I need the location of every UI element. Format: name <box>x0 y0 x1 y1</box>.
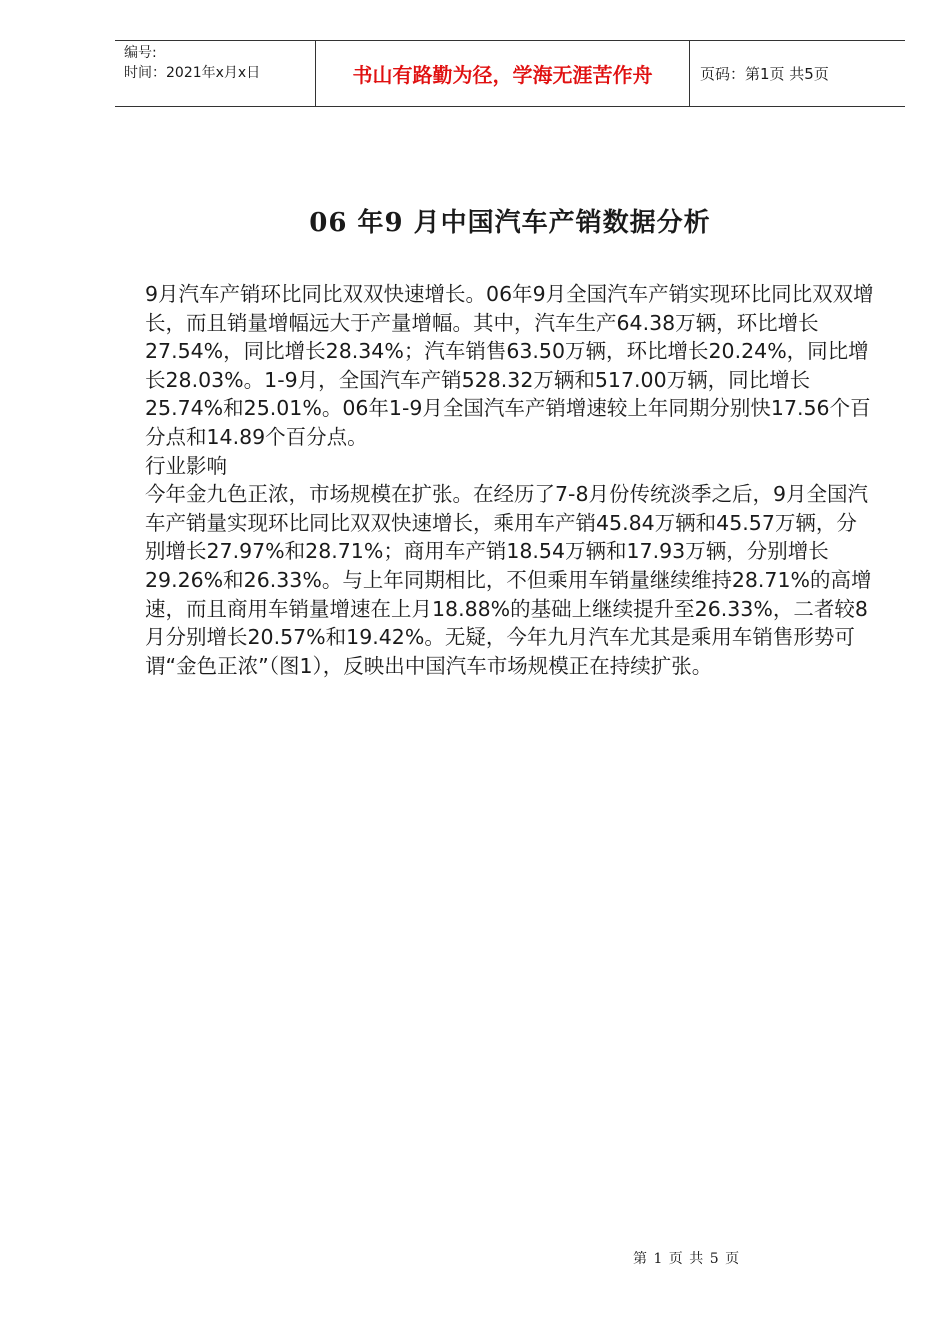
document-number-label: 编号: <box>124 45 157 61</box>
section-heading: 行业影响 <box>145 453 227 478</box>
header-page-info: 页码：第1页 共5页 <box>700 65 829 83</box>
header-meta <box>115 41 316 106</box>
page-footer: 第 1 页 共 5 页 <box>633 1251 741 1267</box>
document-time-label: 时间：2021年x月x日 <box>124 65 261 81</box>
header-table <box>115 40 905 107</box>
document-title: 06 年9 月中国汽车产销数据分析 <box>309 208 711 238</box>
document-body <box>145 280 875 680</box>
header-motto: 书山有路勤为径，学海无涯苦作舟 <box>316 41 690 106</box>
paragraph-industry-impact: 今年金九色正浓，市场规模在扩张。在经历了7-8月份传统淡季之后，9月全国汽车产销量实现环比同比双双快速增长，乘用车产销45.84万辆和45.57万辆，分别增长27.97%和28.71%；商用车产销18.54万辆和17.93万辆，分别增长29.26%和26.33%。与上年同期相比，不但乘用车销量继续维持28.71%的高增速，而且商用车销量增速在上月18.88%的基础上继续提升至26.33%，二者较8月分别增长20.57%和19.42%。无疑，今年九月汽车尤其是乘用车销售形势可谓“金色正浓”（图1），反映出中国汽车市场规模正在持续扩张。 <box>145 482 872 678</box>
paragraph-intro: 9月汽车产销环比同比双双快速增长。06年9月全国汽车产销实现环比同比双双增长，而且销量增幅远大于产量增幅。其中，汽车生产64.38万辆，环比增长27.54%，同比增长28.34%；汽车销售63.50万辆，环比增长20.24%，同比增长28.03%。1-9月，全国汽车产销528.32万辆和517.00万辆，同比增长25.74%和25.01%。06年1-9月全国汽车产销增速较上年同期分别快17.56个百分点和14.89个百分点。 <box>145 282 874 449</box>
